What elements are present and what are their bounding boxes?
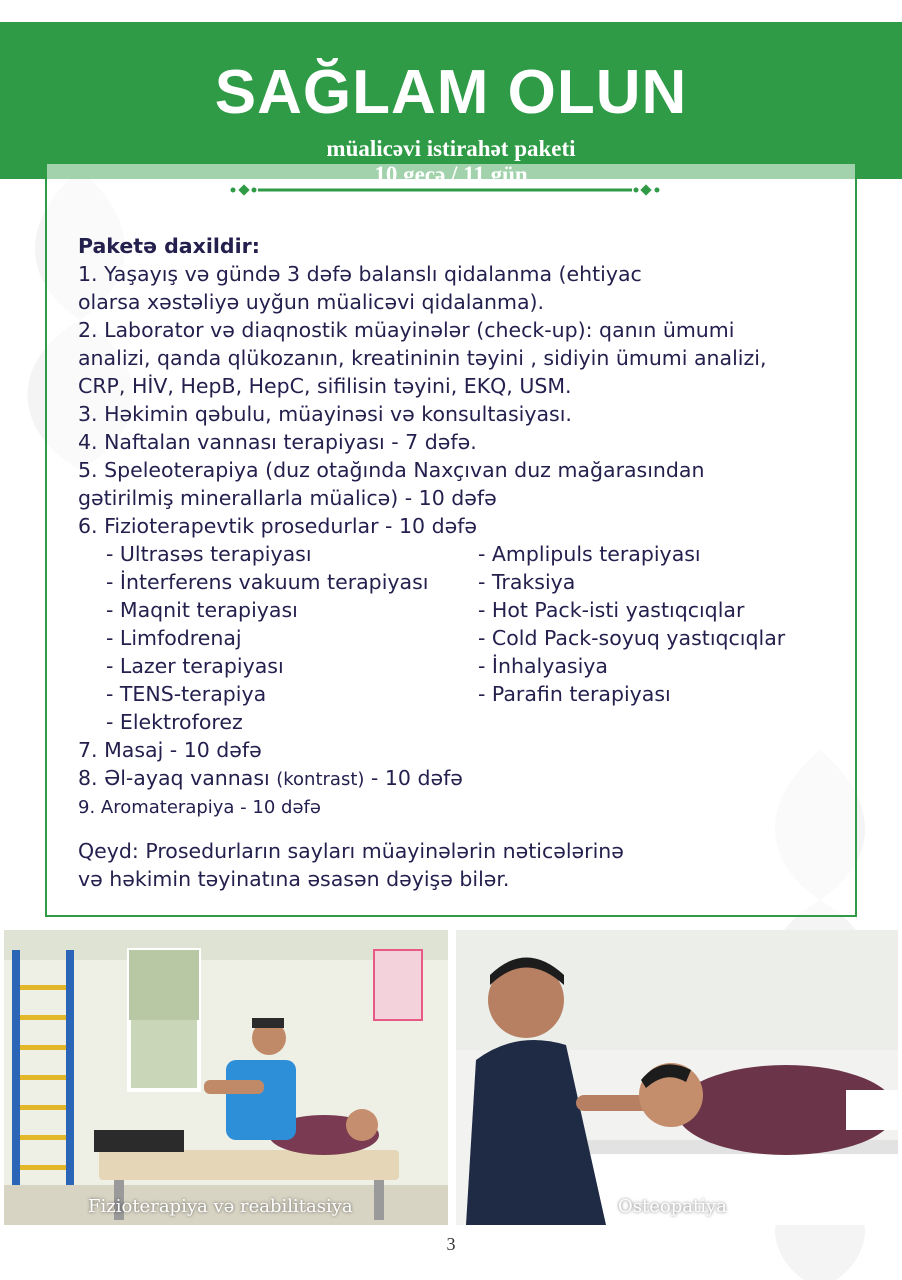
item-5-line-2: gətirilmiş minerallarla müalicə) - 10 dəfə (78, 486, 497, 510)
package-contents (78, 232, 868, 893)
note-line-1: Qeyd: Prosedurların sayları müayinələrin nəticələrinə (78, 839, 624, 863)
item-6: 6. Fizioterapevtik prosedurlar - 10 dəfə (78, 514, 478, 538)
photo-caption-physiotherapy: Fizioterapiya və reabilitasiya (88, 1196, 353, 1217)
item-9: 9. Aromaterapiya - 10 dəfə (78, 797, 321, 818)
item-2-line-3: CRP, HİV, HepB, HepC, sifilisin təyini, EKQ, USM. (78, 374, 572, 398)
item-7: 7. Masaj - 10 dəfə (78, 738, 262, 762)
header-banner (0, 22, 902, 179)
item-8-text: 8. Əl-ayaq vannası (78, 766, 277, 790)
item-4: 4. Naftalan vannası terapiyası - 7 dəfə. (78, 430, 477, 454)
item-8 (78, 764, 868, 794)
package-heading: Paketə daxildir: (78, 234, 260, 258)
physio-item: - Parafin terapiyası (478, 682, 671, 706)
physio-column-left (78, 540, 450, 736)
page-title: SAĞLAM OLUN (214, 58, 688, 127)
physio-column-right (450, 540, 785, 736)
physio-procedures-list (78, 540, 868, 736)
physio-item: - Amplipuls terapiyası (478, 542, 701, 566)
photo-physiotherapy (4, 930, 448, 1225)
package-subtitle: müalicəvi istirahət paketi (326, 136, 576, 161)
photo-osteopathy (456, 930, 898, 1225)
item-8-qualifier: (kontrast) (276, 769, 365, 790)
physio-item: - Hot Pack-isti yastıqcıqlar (478, 598, 745, 622)
physio-item: - Ultrasəs terapiyası (106, 542, 312, 566)
physio-item: - Traksiya (478, 570, 576, 594)
item-2-line-1: 2. Laborator və diaqnostik müayinələr (check-up): qanın ümumi (78, 318, 735, 342)
item-8-count: - 10 dəfə (364, 766, 463, 790)
physio-item: - İnterferens vakuum terapiyası (106, 570, 429, 594)
item-2-line-2: analizi, qanda qlükozanın, kreatininin təyini , sidiyin ümumi analizi, (78, 346, 767, 370)
note (78, 837, 868, 893)
page-number: 3 (446, 1234, 456, 1254)
physio-item: - İnhalyasiya (478, 654, 608, 678)
physio-item: - TENS-terapiya (106, 682, 267, 706)
note-line-2: və həkimin təyinatına əsasən dəyişə bilər. (78, 867, 510, 891)
physio-item: - Limfodrenaj (106, 626, 242, 650)
item-5-line-1: 5. Speleoterapiya (duz otağında Naxçıvan duz mağarasından (78, 458, 705, 482)
ornamental-divider (230, 183, 660, 197)
item-1-line-1: 1. Yaşayış və gündə 3 dəfə balanslı qidalanma (ehtiyac (78, 262, 642, 286)
item-3: 3. Həkimin qəbulu, müayinəsi və konsultasiyası. (78, 402, 572, 426)
physio-item: - Lazer terapiyası (106, 654, 284, 678)
photo-caption-osteopathy: Osteopatiya (618, 1196, 727, 1217)
physio-item: - Cold Pack-soyuq yastıqcıqlar (478, 626, 786, 650)
physio-item: - Maqnit terapiyası (106, 598, 298, 622)
item-1-line-2: olarsa xəstəliyə uyğun müalicəvi qidalanma). (78, 290, 545, 314)
physio-item: - Elektroforez (106, 710, 243, 734)
